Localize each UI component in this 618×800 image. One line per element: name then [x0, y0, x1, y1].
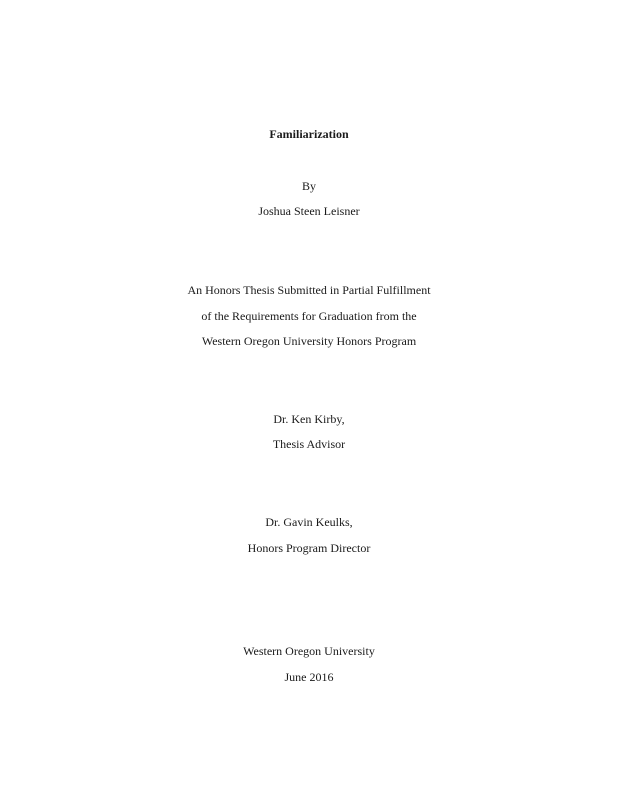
submission-line-3: Western Oregon University Honors Program [201, 334, 417, 348]
director-name: Dr. Gavin Keulks, [265, 515, 353, 529]
director-role: Honors Program Director [247, 541, 371, 555]
advisor-name: Dr. Ken Kirby, [273, 412, 345, 426]
institution-name: Western Oregon University [243, 644, 375, 658]
author-name: Joshua Steen Leisner [258, 204, 360, 218]
by-label: By [301, 179, 316, 193]
submission-date: June 2016 [284, 670, 334, 684]
submission-line-1: An Honors Thesis Submitted in Partial Fulfillment [187, 283, 431, 297]
advisor-role: Thesis Advisor [272, 437, 346, 451]
submission-line-2: of the Requirements for Graduation from the [201, 309, 417, 323]
thesis-title: Familiarization [269, 127, 349, 141]
